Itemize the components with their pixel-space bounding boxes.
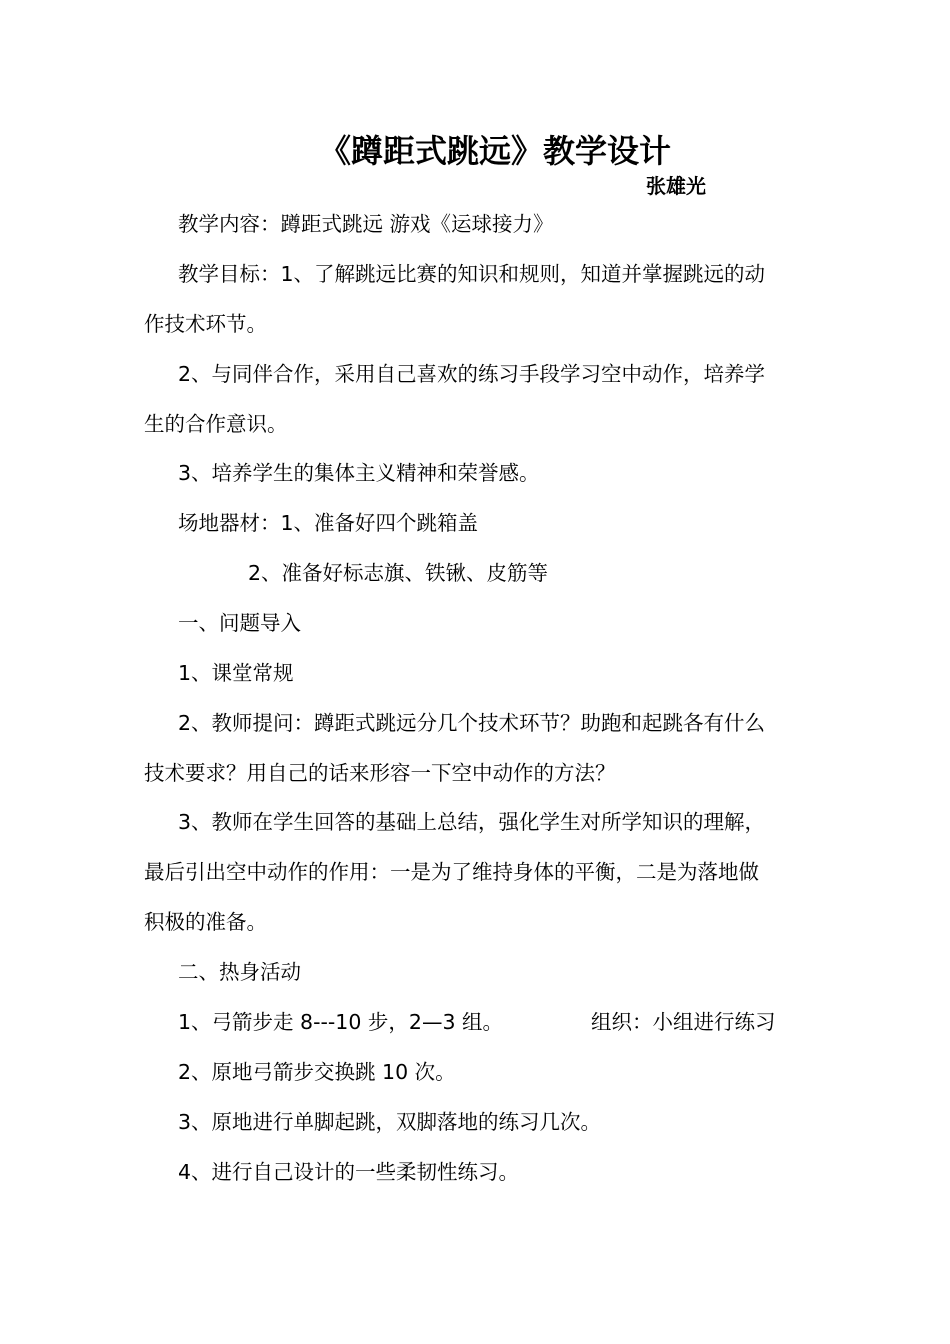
intro-item-three-continued: 最后引出空中动作的作用：一是为了维持身体的平衡，二是为落地做 bbox=[144, 860, 759, 884]
goal-two-line: 2、与同伴合作，采用自己喜欢的练习手段学习空中动作，培养学 bbox=[178, 362, 766, 386]
teaching-goal-line: 教学目标：1、了解跳远比赛的知识和规则，知道并掌握跳远的动 bbox=[178, 262, 766, 286]
section-heading-warmup: 二、热身活动 bbox=[178, 960, 301, 984]
teaching-content-line: 教学内容：蹲距式跳远 游戏《运球接力》 bbox=[178, 212, 554, 236]
intro-item-two-continued: 技术要求？用自己的话来形容一下空中动作的方法？ bbox=[144, 761, 616, 785]
organization-note: 组织：小组进行练习 bbox=[591, 1010, 776, 1034]
teaching-goal-continued: 作技术环节。 bbox=[144, 312, 267, 336]
intro-item-one: 1、课堂常规 bbox=[178, 661, 294, 685]
intro-item-two: 2、教师提问：蹲距式跳远分几个技术环节？助跑和起跳各有什么 bbox=[178, 711, 766, 735]
equipment-line: 场地器材：1、准备好四个跳箱盖 bbox=[178, 511, 479, 535]
goal-two-continued: 生的合作意识。 bbox=[144, 412, 288, 436]
document-title: 《蹲距式跳远》教学设计 bbox=[318, 132, 671, 170]
intro-item-three: 3、教师在学生回答的基础上总结，强化学生对所学知识的理解， bbox=[178, 810, 766, 834]
warmup-item-three: 3、原地进行单脚起跳，双脚落地的练习几次。 bbox=[178, 1110, 602, 1134]
warmup-item-one bbox=[178, 1007, 776, 1037]
author-name: 张雄光 bbox=[646, 174, 706, 198]
section-heading-intro: 一、问题导入 bbox=[178, 611, 301, 635]
intro-item-three-end: 积极的准备。 bbox=[144, 910, 267, 934]
warmup-item-four: 4、进行自己设计的一些柔韧性练习。 bbox=[178, 1160, 520, 1184]
warmup-item-one-text: 1、弓箭步走 8---10 步，2—3 组。 bbox=[178, 1010, 503, 1034]
warmup-item-two: 2、原地弓箭步交换跳 10 次。 bbox=[178, 1060, 456, 1084]
goal-three-line: 3、培养学生的集体主义精神和荣誉感。 bbox=[178, 461, 540, 485]
equipment-line-two: 2、准备好标志旗、铁锹、皮筋等 bbox=[248, 561, 549, 585]
